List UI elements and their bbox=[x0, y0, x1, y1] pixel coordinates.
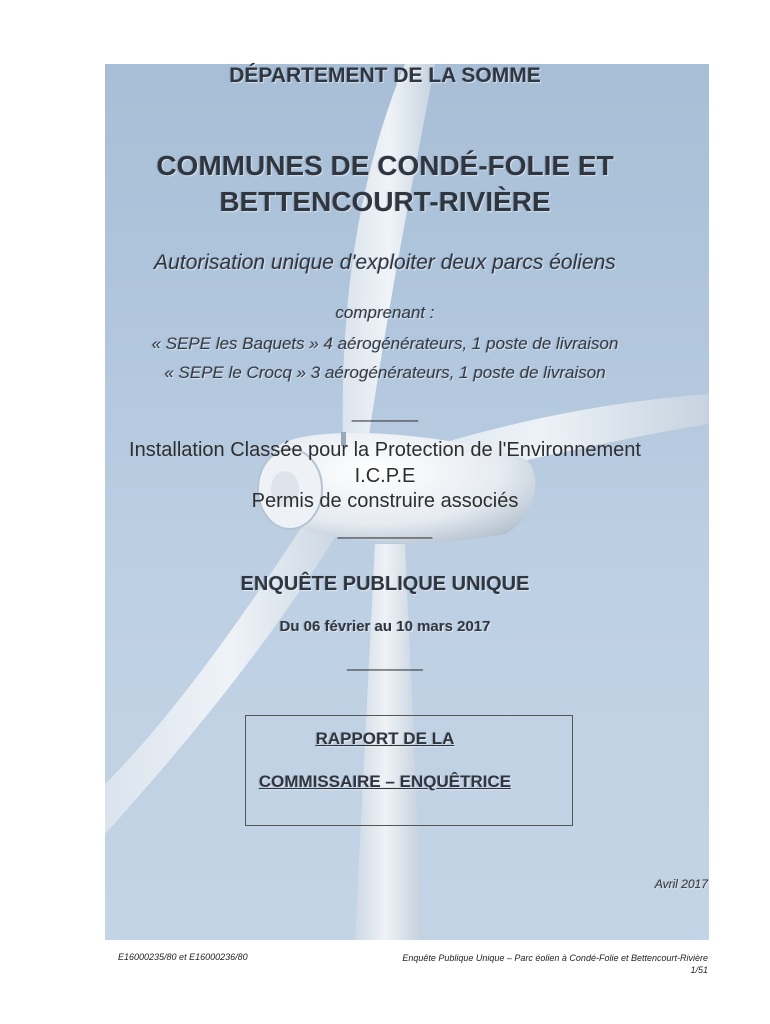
enquete-title: ENQUÊTE PUBLIQUE UNIQUE bbox=[240, 573, 530, 595]
icpe-line-3: Permis de construire associés bbox=[251, 490, 519, 512]
department-title: DÉPARTEMENT DE LA SOMME bbox=[229, 64, 541, 87]
footer-page-number: 1/51 bbox=[690, 965, 708, 975]
comprenant-label: comprenant : bbox=[335, 303, 435, 322]
footer-title: Enquête Publique Unique – Parc éolien à Condé-Folie et Bettencourt-Rivière bbox=[402, 953, 708, 963]
rapport-line-2: COMMISSAIRE – ENQUÊTRICE bbox=[258, 772, 512, 791]
footer-reference: E16000235/80 et E16000236/80 bbox=[118, 952, 248, 962]
icpe-line-2: I.C.P.E bbox=[354, 465, 416, 487]
rapport-line-1: RAPPORT DE LA bbox=[315, 729, 455, 748]
park-crocq: « SEPE le Crocq » 3 aérogénérateurs, 1 poste de livraison bbox=[164, 363, 606, 382]
subtitle: Autorisation unique d'exploiter deux parcs éoliens bbox=[154, 251, 616, 274]
enquete-dates: Du 06 février au 10 mars 2017 bbox=[279, 618, 491, 635]
separator-2: __________ bbox=[337, 520, 433, 539]
communes-title-line1: COMMUNES DE CONDÉ-FOLIE ET bbox=[156, 150, 614, 181]
document-date: Avril 2017 bbox=[654, 877, 708, 891]
communes-title bbox=[0, 148, 770, 220]
communes-title-line2: BETTENCOURT-RIVIÈRE bbox=[219, 186, 551, 217]
park-baquets: « SEPE les Baquets » 4 aérogénérateurs, 1 poste de livraison bbox=[151, 334, 619, 353]
separator-3: ________ bbox=[347, 652, 423, 671]
separator-1: _______ bbox=[351, 403, 419, 422]
footer-right bbox=[402, 952, 708, 976]
icpe-line-1: Installation Classée pour la Protection de l'Environnement bbox=[129, 439, 641, 461]
